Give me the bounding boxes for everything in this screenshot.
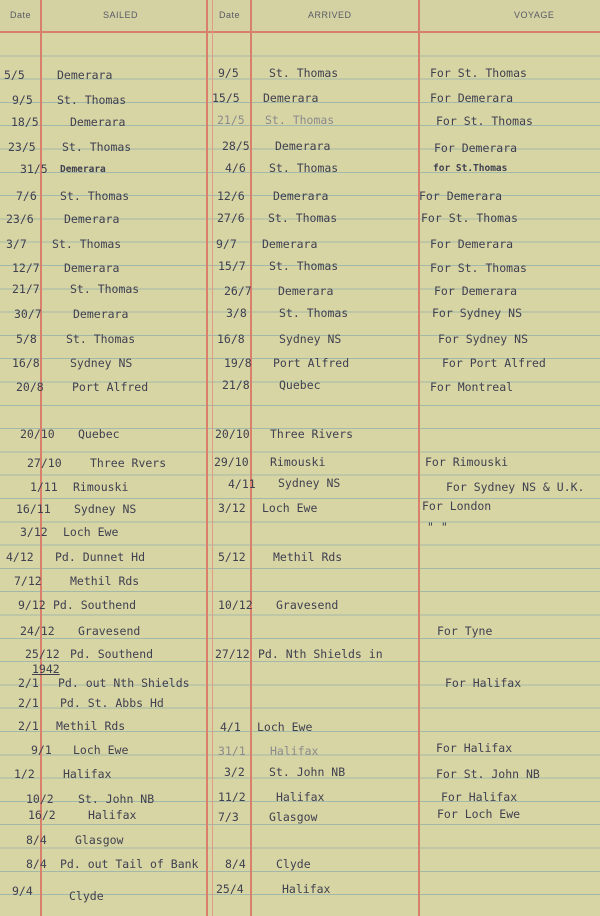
sailed-date: 8/4 [26, 857, 47, 871]
arrived-date: 27/12 [215, 647, 250, 661]
sailed-date: 2/1 [18, 696, 39, 710]
sailed-date: 27/10 [27, 456, 62, 470]
sailed-date: 5/8 [16, 332, 37, 346]
arrived-port: St. Thomas [265, 113, 335, 127]
voyage: For Sydney NS & U.K. [446, 480, 585, 494]
header-date-arrived: Date [219, 10, 241, 20]
sailed-port: Methil Rds [56, 719, 126, 733]
sailed-date: 4/12 [6, 550, 34, 564]
arrived-port: Sydney NS [278, 476, 341, 490]
arrived-date: 15/7 [218, 259, 246, 273]
column-rule [418, 0, 420, 916]
arrived-date: 4/11 [228, 477, 256, 491]
voyage: For Port Alfred [442, 356, 546, 370]
arrived-date: 3/12 [218, 501, 246, 515]
sailed-port: St. Thomas [60, 189, 130, 203]
arrived-port: St. Thomas [279, 306, 349, 320]
sailed-port: Demerara [73, 307, 129, 321]
sailed-date: 16/2 [28, 808, 56, 822]
arrived-port: Demerara [275, 139, 331, 153]
arrived-date: 4/1 [220, 720, 241, 734]
arrived-date: 21/5 [217, 113, 245, 127]
sailed-port: Demerara [57, 68, 113, 82]
voyage: For Demerara [430, 237, 514, 251]
arrived-port: Glasgow [269, 810, 318, 824]
sailed-port: Loch Ewe [73, 743, 129, 757]
arrived-date: 8/4 [225, 857, 246, 871]
sailed-date: 23/5 [8, 140, 36, 154]
voyage: For Demerara [434, 141, 518, 155]
sailed-date: 16/11 [16, 502, 51, 516]
sailed-port: Port Alfred [72, 380, 149, 394]
sailed-port: Rimouski [73, 480, 129, 494]
year-note: 1942 [32, 662, 60, 676]
arrived-port: Rimouski [270, 455, 326, 469]
column-rule [206, 0, 208, 916]
sailed-port: Pd. out Nth Shields [58, 676, 190, 690]
voyage: For Tyne [437, 624, 493, 638]
arrived-date: 19/8 [224, 356, 252, 370]
column-rule [212, 0, 213, 916]
sailed-date: 20/10 [20, 427, 55, 441]
header-row [0, 0, 600, 33]
arrived-date: 28/5 [222, 139, 250, 153]
arrived-date: 31/1 [218, 744, 246, 758]
sailed-date: 2/1 [18, 719, 39, 733]
sailed-date: 1/11 [30, 480, 58, 494]
arrived-date: 27/6 [217, 211, 245, 225]
arrived-port: St. Thomas [269, 161, 339, 175]
sailed-date: 2/1 [18, 676, 39, 690]
sailed-date: 23/6 [6, 212, 34, 226]
arrived-port: St. Thomas [269, 66, 339, 80]
sailed-port: Demerara [64, 212, 120, 226]
sailed-port: Glasgow [75, 833, 124, 847]
arrived-date: 5/12 [218, 550, 246, 564]
arrived-port: Methil Rds [273, 550, 343, 564]
voyage: For Demerara [434, 284, 518, 298]
arrived-port: Demerara [278, 284, 334, 298]
header-arrived: ARRIVED [308, 10, 352, 20]
arrived-date: 25/4 [216, 882, 244, 896]
sailed-port: Three Rvers [90, 456, 167, 470]
sailed-date: 3/12 [20, 525, 48, 539]
arrived-port: Sydney NS [279, 332, 342, 346]
arrived-date: 3/8 [226, 306, 247, 320]
arrived-date: 21/8 [222, 378, 250, 392]
voyage: For London [422, 499, 492, 513]
arrived-port: Demerara [263, 91, 319, 105]
voyage: For St. Thomas [421, 211, 518, 225]
column-rule [250, 0, 252, 916]
sailed-date: 30/7 [14, 307, 42, 321]
sailed-date: 5/5 [4, 68, 25, 82]
voyage: For Halifax [445, 676, 522, 690]
sailed-date: 8/4 [26, 833, 47, 847]
sailed-port: St. John NB [78, 792, 155, 806]
sailed-port: Quebec [78, 427, 120, 441]
arrived-date: 9/5 [218, 66, 239, 80]
sailed-date: 7/6 [16, 189, 37, 203]
voyage: For Rimouski [425, 455, 509, 469]
sailed-date: 18/5 [11, 115, 39, 129]
voyage: For Sydney NS [432, 306, 523, 320]
arrived-port: Clyde [276, 857, 311, 871]
voyage: For Halifax [436, 741, 513, 755]
voyage: For St. Thomas [430, 66, 527, 80]
arrived-date: 10/12 [218, 598, 253, 612]
sailed-date: 10/2 [26, 792, 54, 806]
sailed-date: 20/8 [16, 380, 44, 394]
sailed-date: 21/7 [12, 282, 40, 296]
sailed-port: St. Thomas [62, 140, 132, 154]
voyage: For Demerara [419, 189, 503, 203]
arrived-port: Loch Ewe [257, 720, 313, 734]
sailed-date: 3/7 [6, 237, 27, 251]
sailed-date: 1/2 [14, 767, 35, 781]
sailed-date: 9/1 [31, 743, 52, 757]
arrived-port: Halifax [276, 790, 325, 804]
arrived-date: 12/6 [217, 189, 245, 203]
arrived-port: Three Rivers [270, 427, 354, 441]
sailed-date: 9/5 [12, 93, 33, 107]
sailed-port: St. Thomas [52, 237, 122, 251]
arrived-date: 7/3 [218, 810, 239, 824]
voyage: " " [427, 520, 448, 534]
sailed-port: Gravesend [78, 624, 141, 638]
arrived-date: 11/2 [218, 790, 246, 804]
sailed-port: Demerara [64, 261, 120, 275]
sailed-port: Loch Ewe [63, 525, 119, 539]
sailed-port: Demerara [70, 115, 126, 129]
voyage: For Demerara [430, 91, 514, 105]
sailed-port: Pd. Southend [70, 647, 154, 661]
sailed-date: 9/12 [18, 598, 46, 612]
sailed-port: Pd. St. Abbs Hd [60, 696, 164, 710]
arrived-date: 26/7 [224, 284, 252, 298]
arrived-date: 4/6 [225, 161, 246, 175]
arrived-date: 29/10 [214, 455, 249, 469]
arrived-date: 9/7 [216, 237, 237, 251]
arrived-date: 16/8 [217, 332, 245, 346]
sailed-port: St. Thomas [66, 332, 136, 346]
sailed-date: 7/12 [14, 574, 42, 588]
voyage: For Montreal [430, 380, 514, 394]
sailed-port: St. Thomas [57, 93, 127, 107]
sailed-port: St. Thomas [70, 282, 140, 296]
arrived-port: Halifax [282, 882, 331, 896]
header-sailed: SAILED [103, 10, 139, 20]
arrived-date: 3/2 [224, 765, 245, 779]
sailed-port: Demerara [60, 164, 106, 175]
sailed-date: 16/8 [12, 356, 40, 370]
sailed-date: 9/4 [12, 884, 33, 898]
sailed-date: 12/7 [12, 261, 40, 275]
sailed-port: Methil Rds [70, 574, 140, 588]
voyage: For Sydney NS [438, 332, 529, 346]
arrived-port: Quebec [279, 378, 321, 392]
sailed-port: Halifax [63, 767, 112, 781]
arrived-date: 15/5 [212, 91, 240, 105]
arrived-port: Port Alfred [273, 356, 350, 370]
sailed-date: 31/5 [20, 162, 48, 176]
arrived-port: St. Thomas [268, 211, 338, 225]
voyage: For St. Thomas [430, 261, 527, 275]
voyage: For St. Thomas [436, 114, 533, 128]
voyage: For Halifax [441, 790, 518, 804]
arrived-port: Demerara [262, 237, 318, 251]
header-date-sailed: Date [10, 10, 32, 20]
voyage: For Loch Ewe [437, 807, 521, 821]
sailed-port: Halifax [88, 808, 137, 822]
voyage: for St.Thomas [433, 163, 508, 174]
arrived-port: Gravesend [276, 598, 339, 612]
sailed-port: Sydney NS [74, 502, 137, 516]
sailed-port: Pd. Dunnet Hd [55, 550, 146, 564]
arrived-port: Halifax [270, 744, 319, 758]
header-voyage: VOYAGE [514, 10, 555, 20]
arrived-port: St. John NB [269, 765, 346, 779]
arrived-date: 20/10 [215, 427, 250, 441]
voyage: For St. John NB [436, 767, 540, 781]
sailed-date: 24/12 [20, 624, 55, 638]
sailed-port: Pd. Southend [53, 598, 137, 612]
arrived-port: Pd. Nth Shields in [258, 647, 383, 661]
arrived-port: St. Thomas [269, 259, 339, 273]
sailed-date: 25/12 [25, 647, 60, 661]
sailed-port: Pd. out Tail of Bank [60, 857, 199, 871]
sailed-port: Clyde [69, 889, 104, 903]
arrived-port: Demerara [273, 189, 329, 203]
sailed-port: Sydney NS [70, 356, 133, 370]
arrived-port: Loch Ewe [262, 501, 318, 515]
